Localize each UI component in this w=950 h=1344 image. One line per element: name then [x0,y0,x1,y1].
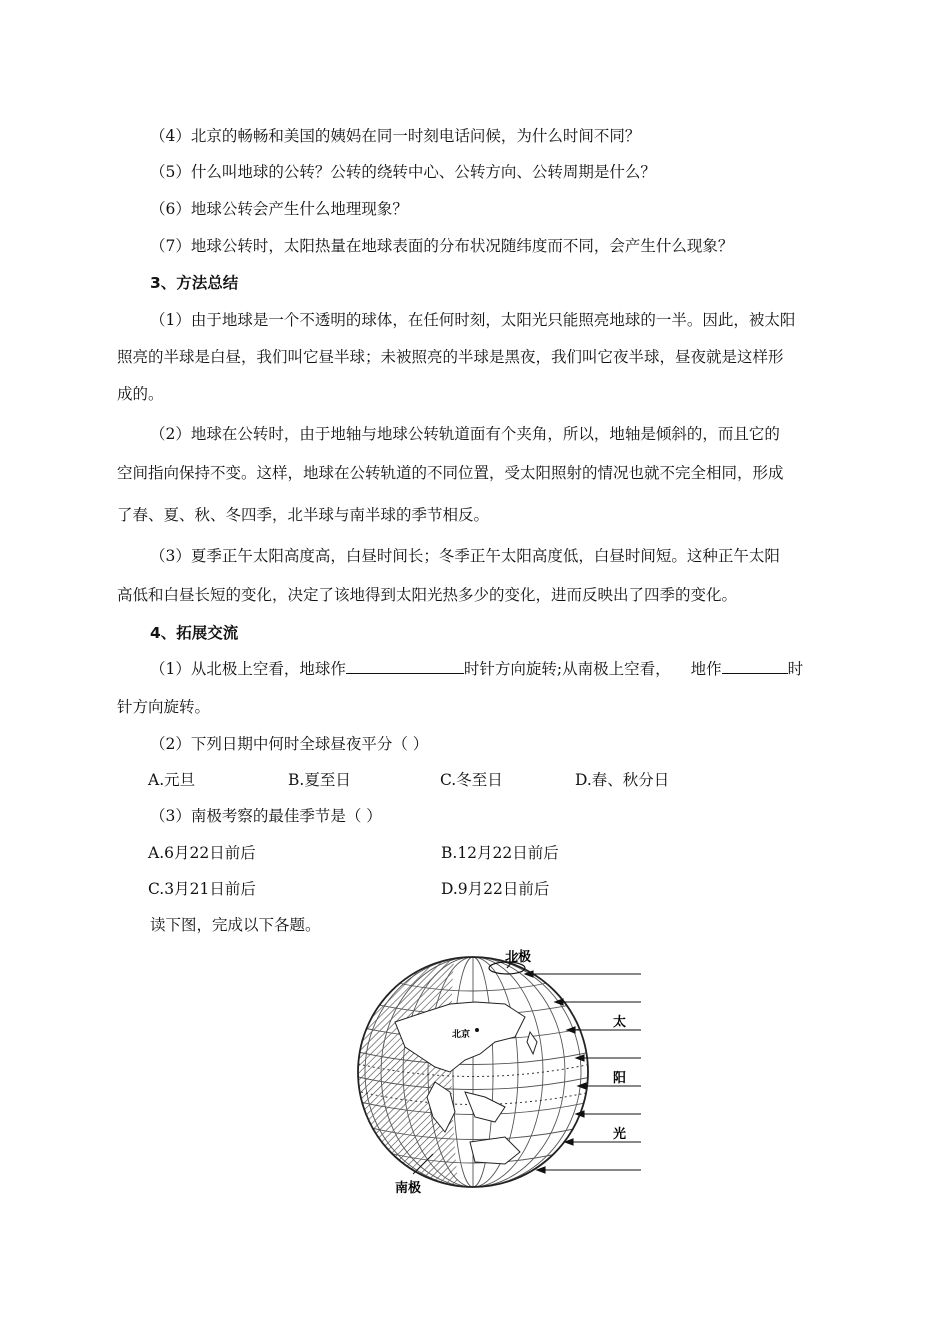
earth-illumination-figure [355,942,655,1202]
question-6: （6）地球公转会产生什么地理现象？ [150,200,408,218]
summary-1-line-3: 成的。 [117,385,164,403]
sunlight-label-yang: 阳 [613,1071,627,1086]
summary-2-line-1: （2）地球在公转时，由于地轴与地球公转轨道面有个夹角，所以，地轴是倾斜的，而且它的 [150,425,780,443]
sunlight-label-tai: 太 [613,1015,627,1030]
exercise-3-option-a: A.6月22日前后 [148,844,256,862]
exercise-1-text-c: 地作 [690,660,722,678]
summary-3-line-2: 高低和白昼长短的变化，决定了该地得到太阳光热多少的变化，进而反映出了四季的变化。 [117,586,738,604]
summary-1-line-2: 照亮的半球是白昼，我们叫它昼半球；未被照亮的半球是黑夜，我们叫它夜半球，昼夜就是这样形 [117,348,784,366]
section-4-heading: 4、拓展交流 [150,624,239,642]
globe-body [355,942,591,1202]
exercise-2-option-b: B.夏至日 [288,771,351,789]
exercise-3-option-d: D.9月22日前后 [441,880,550,898]
read-figure-instruction: 读下图，完成以下各题。 [150,916,321,934]
exercise-2-option-a: A.元旦 [148,771,196,789]
summary-1-line-1: （1）由于地球是一个不透明的球体，在任何时刻，太阳光只能照亮地球的一半。因此，被太阳 [150,311,796,329]
summary-2-line-2: 空间指向保持不变。这样，地球在公转轨道的不同位置，受太阳照射的情况也就不完全相同，形成 [117,464,784,482]
section-3-heading: 3、方法总结 [150,274,239,292]
question-7: （7）地球公转时，太阳热量在地球表面的分布状况随纬度而不同，会产生什么现象？ [150,237,734,255]
beijing-label: 北京 [452,1030,471,1040]
exercise-3-option-b: B.12月22日前后 [441,844,559,862]
exercise-1-text-b: 时针方向旋转;从南极上空看， [463,660,671,678]
earth-globe-diagram [355,942,655,1202]
exercise-1-line-2: 针方向旋转。 [117,698,211,716]
summary-3-line-1: （3）夏季正午太阳高度高，白昼时间长；冬季正午太阳高度低，白昼时间短。这种正午太阳 [150,547,780,565]
north-pole-label: 北极 [505,950,532,965]
exercise-3: （3）南极考察的最佳季节是（ ） [150,807,382,825]
summary-2-line-3: 了春、夏、秋、冬四季，北半球与南半球的季节相反。 [117,506,490,524]
exercise-2-option-c: C.冬至日 [440,771,503,789]
question-4: （4）北京的畅畅和美国的姨妈在同一时刻电话问候，为什么时间不同？ [150,127,641,145]
exercise-2-option-d: D.春、秋分日 [575,771,670,789]
answer-blank-2[interactable] [722,658,788,674]
exercise-2: （2）下列日期中何时全球昼夜平分（ ） [150,735,429,753]
question-5: （5）什么叫地球的公转？公转的绕转中心、公转方向、公转周期是什么？ [150,163,656,181]
answer-blank-1[interactable] [346,658,464,674]
sunlight-label-guang: 光 [613,1127,627,1142]
exercise-3-option-c: C.3月21日前后 [148,880,256,898]
exercise-1-text-d: 时 [787,660,804,678]
south-pole-label: 南极 [395,1181,422,1196]
exercise-1-text-a: （1）从北极上空看，地球作 [150,660,346,678]
exercise-1-line-1 [150,658,803,680]
